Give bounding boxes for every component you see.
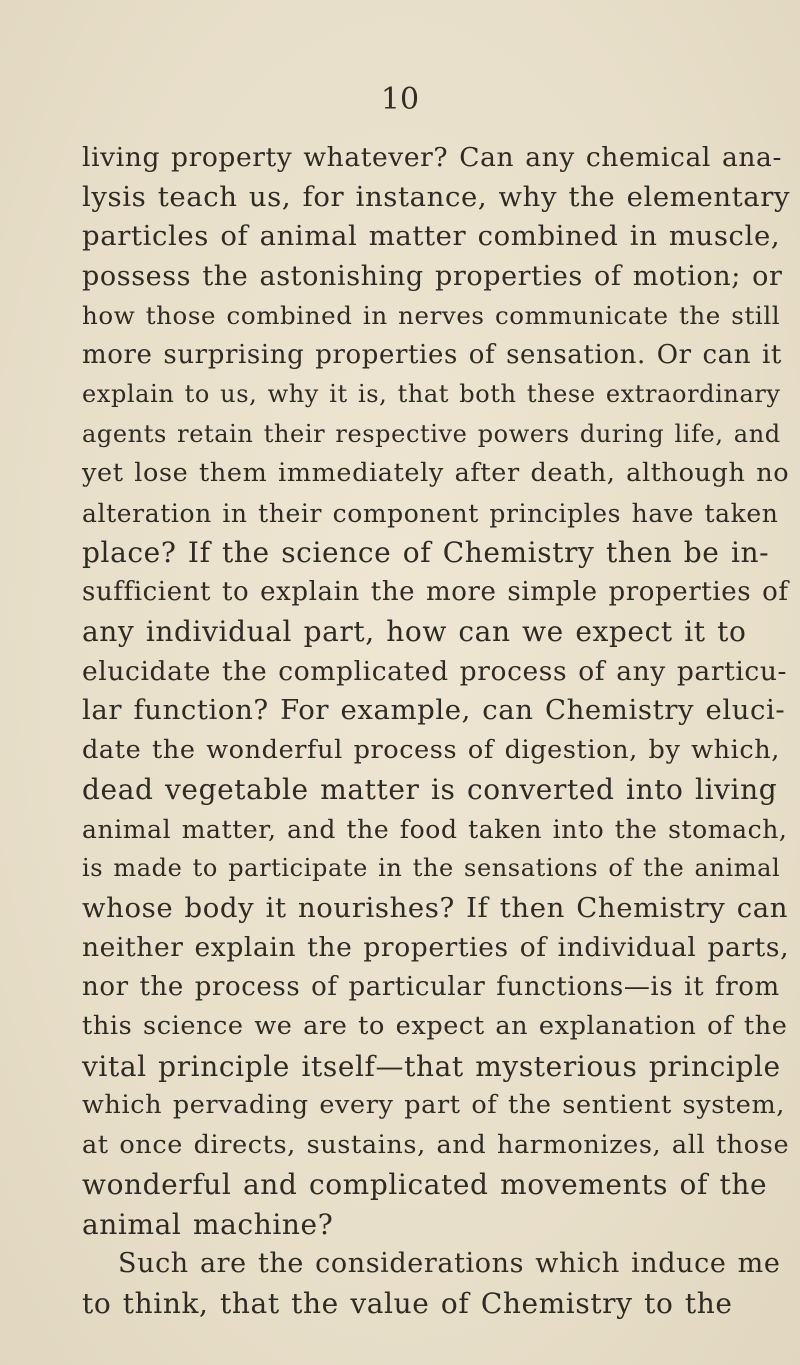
text-line: is made to participate in the sensations of the animal [82,854,781,882]
text-line: lysis teach us, for instance, why the elementary [82,180,791,213]
text-line: date the wonderful process of digestion, by which, [82,734,780,765]
text-line: how those combined in nerves communicate the still [82,301,781,330]
text-line: explain to us, why it is, that both these extraordinary [82,380,781,408]
text-line: nor the process of particular functions—is it from [82,971,780,1002]
text-line: elucidate the complicated process of any particu- [82,655,788,687]
text-line: wonderful and complicated movements of the [82,1168,768,1201]
text-line: whose body it nourishes? If then Chemistry can [82,891,789,924]
text-line: possess the astonishing properties of motion; or [82,260,783,292]
paragraph-first-line: Such are the considerations which induce me [118,1248,781,1279]
text-line: lar function? For example, can Chemistry eluci- [82,694,786,726]
text-line: vital principle itself—that mysterious principle [82,1049,781,1083]
text-line: animal machine? [82,1207,334,1241]
body-text [82,138,790,1323]
text-line: more surprising properties of sensation. Or can it [82,339,782,370]
text-line: at once directs, sustains, and harmonizes, all those [82,1129,790,1160]
text-line: this science we are to expect an explanation of the [82,1011,788,1041]
text-line: to think, that the value of Chemistry to the [82,1286,733,1320]
text-line: sufficient to explain the more simple properties of [82,576,789,607]
text-line: yet lose them immediately after death, although no [82,458,790,488]
text-line: place? If the science of Chemistry then be in- [82,536,770,569]
text-line: neither explain the properties of individual parts, [82,932,790,963]
text-line: animal matter, and the food taken into the stomach, [82,814,788,844]
text-line: dead vegetable matter is converted into living [82,773,778,806]
text-line: agents retain their respective powers during life, and [82,419,781,448]
text-line: alteration in their component principles have taken [82,498,779,528]
text-line: living property whatever? Can any chemical ana- [82,142,783,173]
page-number: 10 [380,82,420,117]
text-line: which pervading every part of the sentient system, [82,1090,785,1120]
text-line: particles of animal matter combined in muscle, [82,220,781,252]
text-line: any individual part, how can we expect it to [82,615,747,648]
